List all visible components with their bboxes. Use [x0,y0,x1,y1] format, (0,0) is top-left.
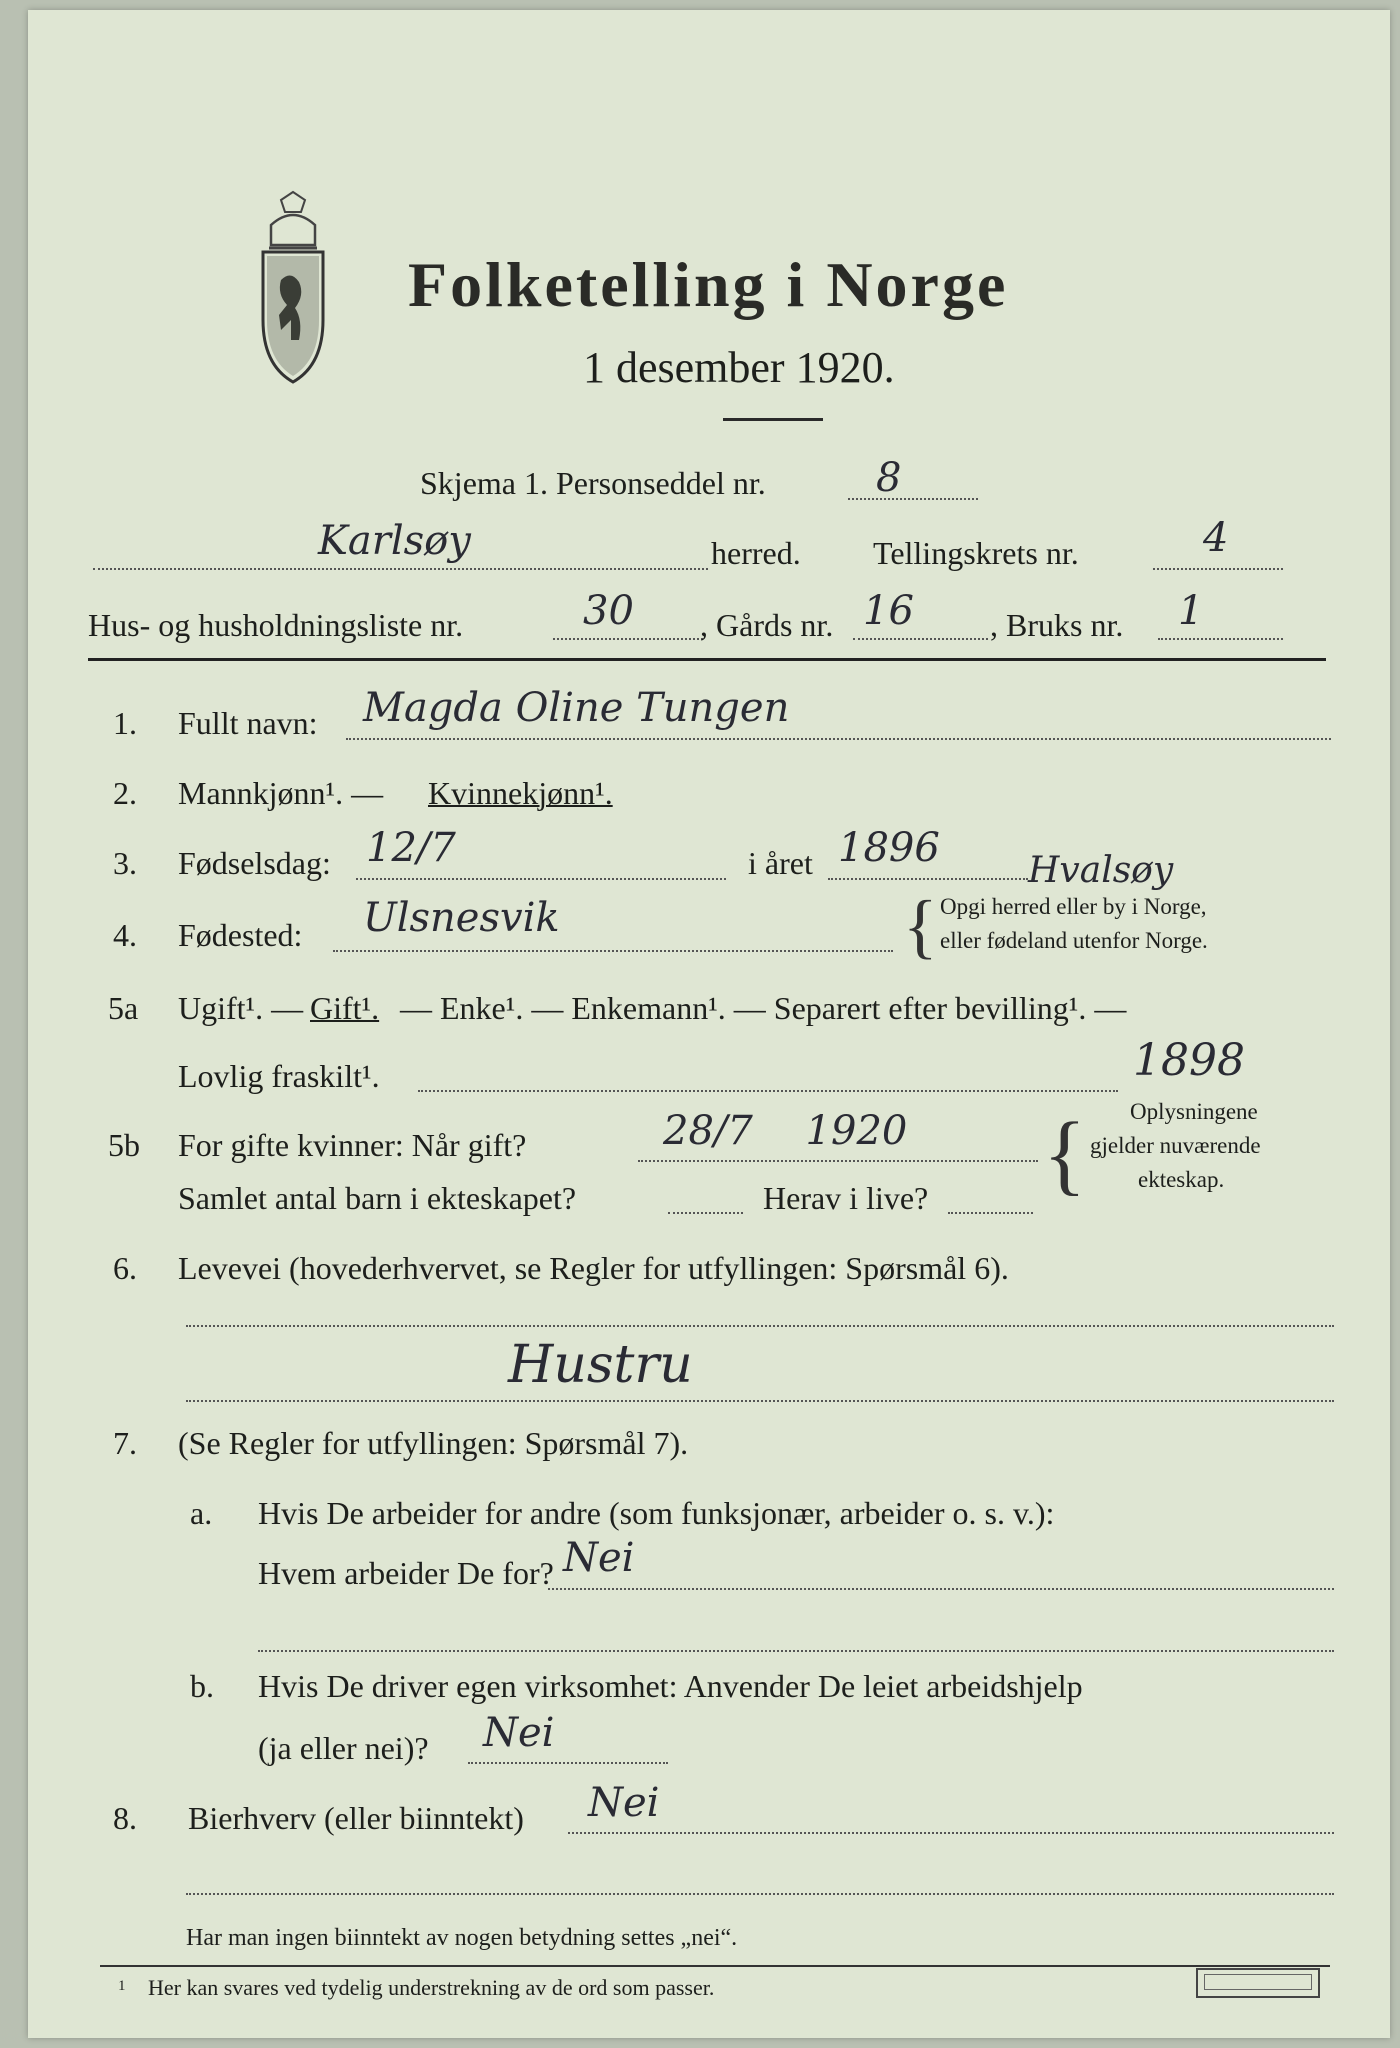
q4-label: Fødested: [178,917,303,953]
q5a-gift-text: Gift¹. [310,990,380,1026]
herred-label: herred. [711,535,801,571]
q5b-live: Herav i live? [763,1180,929,1216]
q7a-line [548,1588,1334,1590]
q5b-live-line [948,1212,1033,1214]
footer-note: Har man ingen biinntekt av nogen betydning settes „nei“. [186,1925,738,1951]
herred-value: Karlsøy [318,518,471,564]
full-name-value: Magda Oline Tungen [363,685,790,731]
q8-label: Bierhverv (eller biinntekt) [188,1800,524,1836]
q7a-letter: a. [190,1495,213,1531]
q2-kvinne-text: Kvinnekjønn¹. [428,775,613,811]
q5a-ugift: Ugift¹. — [178,990,304,1026]
schema-label: Skjema 1. Personseddel nr. [420,465,766,501]
q5b-note-1: Oplysningene [1130,1099,1258,1124]
census-form [28,10,1390,2038]
printer-stamp-inner [1204,1974,1312,1990]
q8-number: 8. [113,1800,137,1836]
q7a-text: Hvis De arbeider for andre (som funksjonær, arbeider o. s. v.): [258,1495,1055,1531]
form-title: Folketelling i Norge [408,249,1009,320]
birthday-value: 12/7 [366,825,456,871]
q4-line [333,950,893,952]
q4-note-1: Opgi herred eller by i Norge, [940,894,1207,919]
q8-line-2 [186,1893,1334,1895]
q5a-number: 5a [108,990,139,1026]
q5b-barn: Samlet antal barn i ekteskapet? [178,1180,577,1216]
bruks-label: , Bruks nr. [990,607,1124,643]
herred-line [93,568,708,570]
gards-label: , Gårds nr. [700,607,834,643]
q5b-label: For gifte kvinner: Når gift? [178,1127,527,1163]
side-income-value: Nei [588,1780,660,1826]
q6-label: Levevei (hovederhvervet, se Regler for utfyllingen: Spørsmål 6). [178,1250,1009,1286]
gards-nr: 16 [863,588,914,634]
q6-line-2 [186,1400,1334,1402]
birthplace-addition: Hvalsøy [1028,850,1174,891]
q5b-note-2: gjelder nuværende [1090,1133,1261,1158]
personseddel-nr: 8 [876,455,902,501]
q2-number: 2. [113,775,137,811]
coat-of-arms-icon [243,190,343,390]
husliste-line [553,638,703,640]
birthplace-value: Ulsnesvik [363,895,560,941]
q7-number: 7. [113,1425,137,1461]
employer-value: Nei [563,1535,635,1581]
q5b-line [638,1160,1038,1162]
marriage-year-correction: 1898 [1133,1035,1245,1086]
birth-year-value: 1896 [838,825,940,871]
q8-line [568,1832,1334,1834]
q5a-line [418,1090,1118,1092]
marriage-date-value: 28/7 1920 [663,1108,908,1154]
q5b-brace: { [1043,1105,1087,1204]
q5a-rest: — Enke¹. — Enkemann¹. — Separert efter bevilling¹. — [400,990,1127,1026]
q1-number: 1. [113,705,137,741]
q7-label: (Se Regler for utfyllingen: Spørsmål 7). [178,1425,689,1461]
q7b-text: Hvis De driver egen virksomhet: Anvender De leiet arbeidshjelp [258,1668,1083,1704]
q5a-gift [310,990,379,1027]
census-date: 1 desember 1920. [583,343,895,392]
q5b-number: 5b [108,1127,140,1163]
q1-line [346,738,1331,740]
bruks-nr: 1 [1178,588,1204,634]
printer-stamp [1196,1968,1320,1998]
q4-note-2: eller fødeland utenfor Norge. [940,928,1208,953]
q1-label: Fullt navn: [178,705,318,741]
personseddel-line [848,498,978,500]
title-divider [723,418,823,421]
gards-line [853,638,988,640]
q3-label: Fødselsdag: [178,845,331,881]
q7b-letter: b. [190,1668,214,1704]
q2-kvinne [428,775,613,812]
husliste-label: Hus- og husholdningsliste nr. [88,607,464,643]
q6-line-1 [186,1325,1334,1327]
q5b-note-3: ekteskap. [1138,1167,1225,1192]
footer-rule [100,1965,1330,1967]
q3-line [356,878,726,880]
section-rule [88,658,1326,661]
husliste-nr: 30 [583,588,634,634]
tellingskrets-line [1153,568,1283,570]
q7a-line-2 [258,1650,1334,1652]
q3-year-line [828,878,1028,880]
q4-number: 4. [113,917,137,953]
q6-number: 6. [113,1250,137,1286]
q7b-line [468,1762,668,1764]
footnote-number: 1 [118,1978,126,1994]
q3-year-label: i året [748,845,813,881]
q5b-barn-line [668,1212,743,1214]
tellingskrets-label: Tellingskrets nr. [873,535,1079,571]
bruks-line [1158,638,1283,640]
q3-number: 3. [113,845,137,881]
q2-mann: Mannkjønn¹. — [178,775,384,811]
q7b-question: (ja eller nei)? [258,1730,429,1766]
footnote-text: Her kan svares ved tydelig understrekning av de ord som passer. [148,1975,715,2000]
hired-help-value: Nei [483,1710,555,1756]
tellingskrets-nr: 4 [1203,515,1229,561]
q5a-line2: Lovlig fraskilt¹. [178,1058,380,1094]
occupation-value: Hustru [508,1335,693,1395]
q4-brace: { [903,886,938,966]
q7a-question: Hvem arbeider De for? [258,1555,554,1591]
